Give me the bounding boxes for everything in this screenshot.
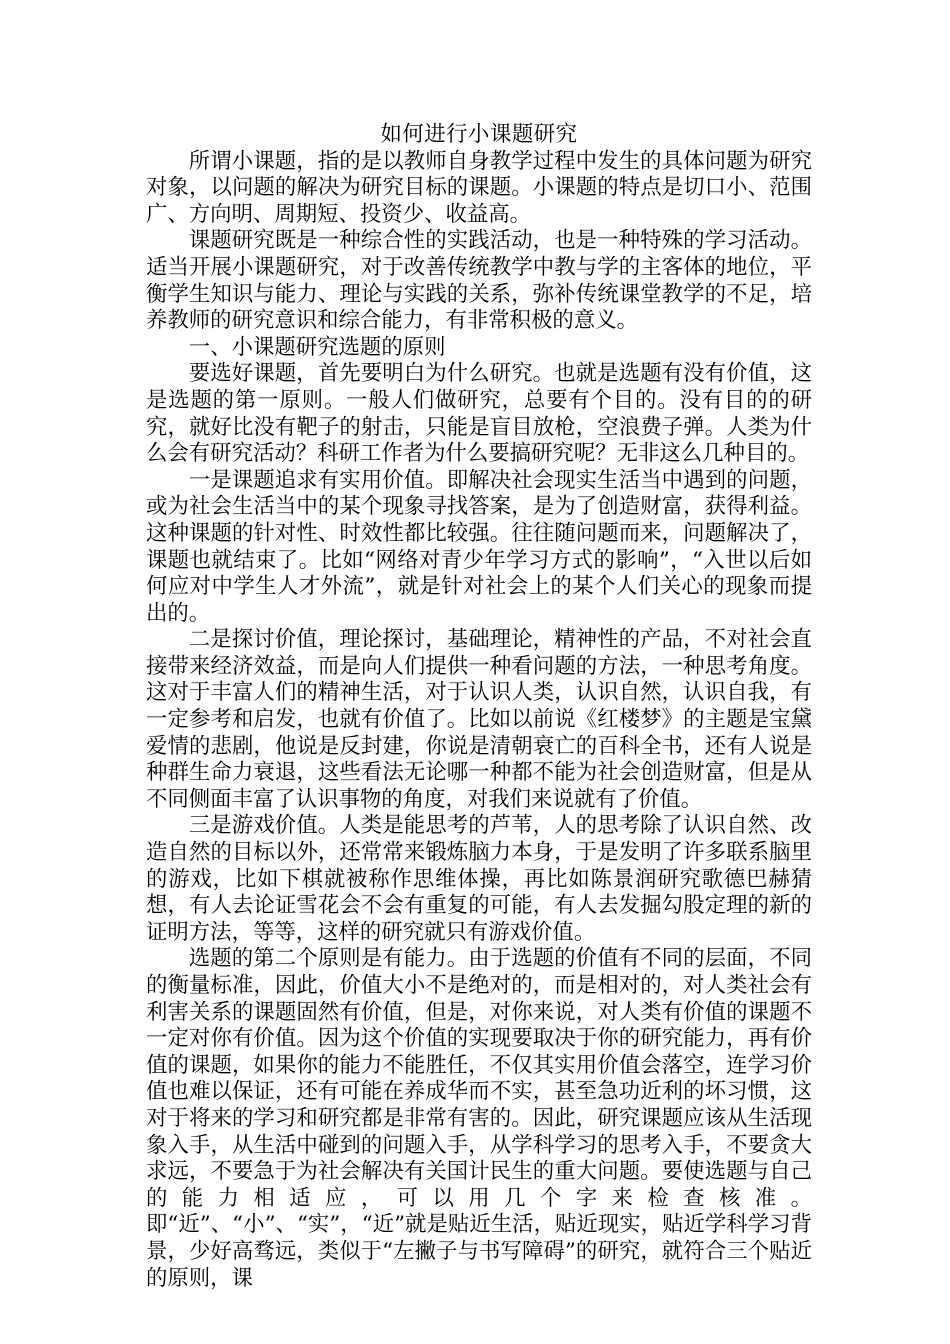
paragraph-significance: 课题研究既是一种综合性的实践活动，也是一种特殊的学习活动。适当开展小课题研究，对于改善传统教学中教与学的主客体的地位，平衡学生知识与能力、理论与实践的关系，弥补传统课堂教学的不足，培养教师的研究意识和综合能力，有非常积极的意义。 <box>146 228 812 334</box>
paragraph-practical-value: 一是课题追求有实用价值。即解决社会现实生活当中遇到的问题，或为社会生活当中的某个现象寻找答案，是为了创造财富，获得利益。这种课题的针对性、时效性都比较强。往往随问题而来，问题解决了，课题也就结束了。比如“网络对青少年学习方式的影响”，“入世以后如何应对中学生人才外流”，就是针对社会上的某个人们关心的现象而提出的。 <box>146 467 812 626</box>
paragraph-game-value: 三是游戏价值。人类是能思考的芦苇，人的思考除了认识自然、改造自然的目标以外，还常常来锻炼脑力本身，于是发明了许多联系脑里的游戏，比如下棋就被称作思维体操，再比如陈景润研究歌德巴赫猜想，有人去论证雪花会不会有重复的可能，有人去发掘勾股定理的新的证明方法，等等，这样的研究就只有游戏价值。 <box>146 813 812 945</box>
paragraph-definition: 所谓小课题，指的是以教师自身教学过程中发生的具体问题为研究对象，以问题的解决为研究目标的课题。小课题的特点是切口小、范围广、方向明、周期短、投资少、收益高。 <box>146 148 812 227</box>
document-title: 如何进行小课题研究 <box>380 122 578 147</box>
paragraph-exploratory-value: 二是探讨价值，理论探讨，基础理论，精神性的产品，不对社会直接带来经济效益，而是向人们提供一种看问题的方法，一种思考角度。这对于丰富人们的精神生活，对于认识人类，认识自然，认识自我，有一定参考和启发，也就有价值了。比如以前说《红楼梦》的主题是宝黛爱情的悲剧，他说是反封建，你说是清朝衰亡的百科全书，还有人说是种群生命力衰退，这些看法无论哪一种都不能为社会创造财富，但是从不同侧面丰富了认识事物的角度，对我们来说就有了价值。 <box>146 627 812 812</box>
section-heading-principles: 一、小课题研究选题的原则 <box>188 334 446 360</box>
document-page <box>146 122 812 1292</box>
paragraph-first-principle: 要选好课题，首先要明白为什么研究。也就是选题有没有价值，这是选题的第一原则。一般人们做研究，总要有个目的。没有目的的研究，就好比没有靶子的射击，只能是盲目放枪，空浪费子弹。人类为什么会有研究活动？科研工作者为什么要搞研究呢？无非这么几种目的。 <box>146 361 812 467</box>
paragraph-second-principle: 选题的第二个原则是有能力。由于选题的价值有不同的层面，不同的衡量标准，因此，价值大小不是绝对的，而是相对的，对人类社会有利害关系的课题固然有价值，但是，对你来说，对人类有价值的课题不一定对你有价值。因为这个价值的实现要取决于你的研究能力，再有价值的课题，如果你的能力不能胜任，不仅其实用价值会落空，连学习价值也难以保证，还有可能在养成华而不实，甚至急功近利的坏习惯，这对于将来的学习和研究都是非常有害的。因此，研究课题应该从生活现象入手，从生活中碰到的问题入手，从学科学习的思考入手，不要贪大求远，不要急于为社会解决有关国计民生的重大问题。要使选题与自己的能力相适应，可以用几个字来检查核准。即“近”、“小”、“实”，“近”就是贴近生活，贴近现实，贴近学科学习背景，少好高骛远，类似于“左撇子与书写障碍”的研究，就符合三个贴近的原则，课 <box>146 946 812 1291</box>
